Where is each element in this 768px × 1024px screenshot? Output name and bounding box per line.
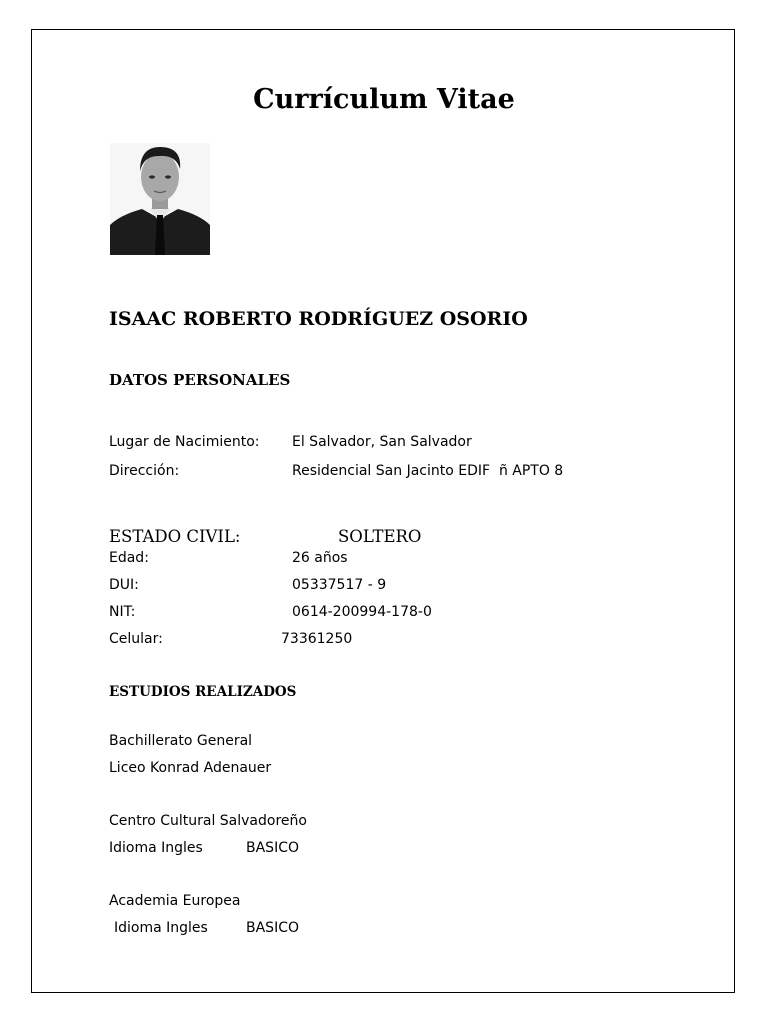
dui-value: 05337517 - 9	[292, 577, 387, 593]
dui-label: DUI:	[109, 577, 139, 593]
study-2-level: BASICO	[246, 840, 299, 856]
phone-value: 73361250	[281, 631, 353, 647]
civil-status-value: SOLTERO	[338, 527, 422, 546]
study-2-line2: Idioma Ingles	[109, 840, 203, 856]
section-studies: ESTUDIOS REALIZADOS	[109, 684, 297, 700]
document-title: Currículum Vitae	[253, 84, 515, 115]
birthplace-value: El Salvador, San Salvador	[292, 434, 472, 450]
birthplace-label: Lugar de Nacimiento:	[109, 434, 260, 450]
profile-photo	[110, 143, 210, 255]
study-2-line1: Centro Cultural Salvadoreño	[109, 813, 307, 829]
phone-label: Celular:	[109, 631, 163, 647]
study-3-line2: Idioma Ingles	[114, 920, 208, 936]
study-3-level: BASICO	[246, 920, 299, 936]
nit-value: 0614-200994-178-0	[292, 604, 432, 620]
age-label: Edad:	[109, 550, 149, 566]
civil-status-label: ESTADO CIVIL:	[109, 527, 241, 546]
study-1-line1: Bachillerato General	[109, 733, 253, 749]
address-label: Dirección:	[109, 463, 180, 479]
study-1-line2: Liceo Konrad Adenauer	[109, 760, 272, 776]
nit-label: NIT:	[109, 604, 136, 620]
section-personal-data: DATOS PERSONALES	[109, 371, 291, 389]
candidate-name: ISAAC ROBERTO RODRÍGUEZ OSORIO	[109, 308, 528, 330]
study-3-line1: Academia Europea	[109, 893, 241, 909]
age-value: 26 años	[292, 550, 348, 566]
address-value: Residencial San Jacinto EDIF ñ APTO 8	[292, 463, 564, 479]
